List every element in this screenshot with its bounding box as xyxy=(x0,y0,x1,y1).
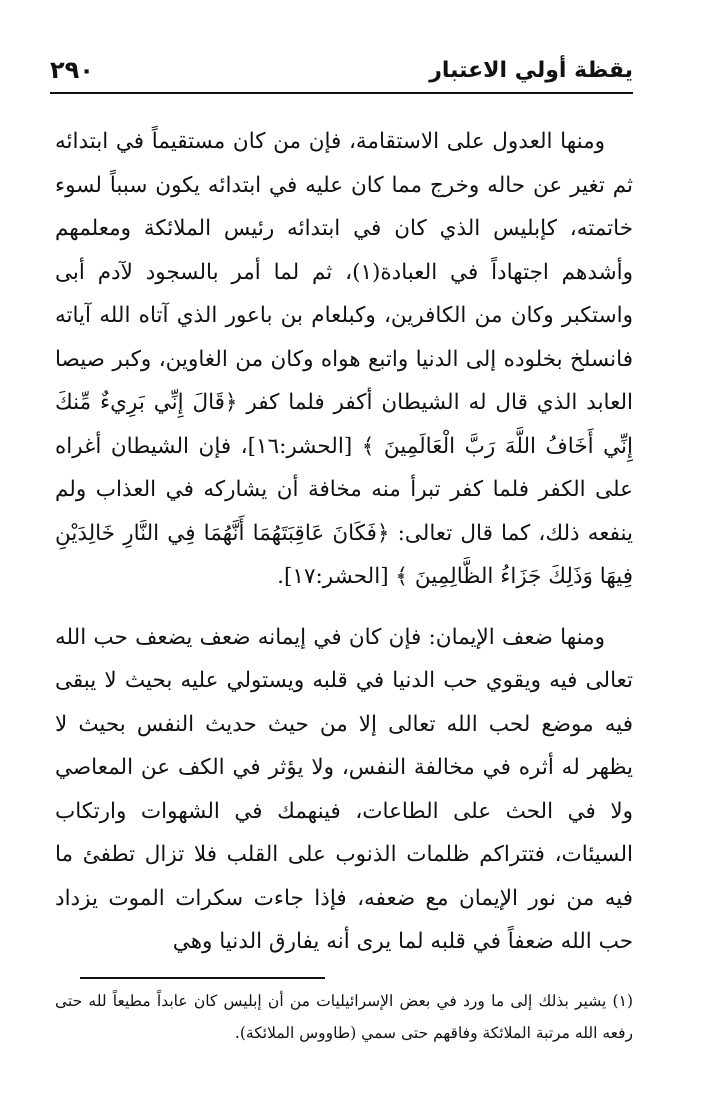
paragraph-2: ومنها ضعف الإيمان: فإن كان في إيمانه ضعف يضعف حب الله تعالى فيه ويقوي حب الدنيا في قلبه ويستولي عليه بحيث لا يبقى فيه موضع لحب الله تعالى إلا من حيث حديث النفس بحيث لا يظهر له أثره في مخالفة النفس، ولا يؤثر في الكف عن المعاصي ولا في الحث على الطاعات، فينهمك في الشهوات وارتكاب السيئات، فتتراكم ظلمات الذنوب على القلب فلا تزال تطفئ ما فيه من نور الإيمان مع ضعفه، فإذا جاءت سكرات الموت يزداد حب الله ضعفاً في قلبه لما يرى أنه يفارق الدنيا وهي xyxy=(55,624,633,954)
paragraph-1: ومنها العدول على الاستقامة، فإن من كان مستقيماً في ابتدائه ثم تغير عن حاله وخرج مما كان عليه في ابتدائه يكون سبباً لسوء خاتمته، كإبليس الذي كان في ابتدائه رئيس الملائكة ومعلمهم وأشدهم اجتهاداً في العبادة(١)، ثم لما أمر بالسجود لآدم أبى واستكبر وكان من الكافرين، وكبلعام بن باعور الذي آتاه الله آياته فانسلخ بخلوده إلى الدنيا واتبع هواه وكان من الغاوين، وكبر صيصا العابد الذي قال له الشيطان أكفر فلما كفر ﴿قَالَ إِنِّي بَرِيءٌ مِّنكَ إِنِّي أَخَافُ اللَّهَ رَبَّ الْعَالَمِينَ ﴾ [الحشر:١٦]، فإن الشيطان أغراه على الكفر فلما كفر تبرأ منه مخافة أن يشاركه في العذاب ولم ينفعه ذلك، كما قال تعالى: ﴿فَكَانَ عَاقِبَتَهُمَا أَنَّهُمَا فِي النَّارِ خَالِدَيْنِ فِيهَا وَذَلِكَ جَزَاءُ الظَّالِمِينَ ﴾ [الحشر:١٧]. xyxy=(55,129,634,589)
footnote-area xyxy=(55,985,633,1049)
page-number: ٢٩٠ xyxy=(50,56,94,84)
footnote-divider xyxy=(80,977,325,979)
main-text xyxy=(55,120,633,964)
footnote-1: (١) يشير بذلك إلى ما ورد في بعض الإسرائيليات من أن إبليس كان عابداً مطيعاً لله حتى رفعه الله مرتبة الملائكة وفاقهم حتى سمي (طاووس الملائكة). xyxy=(55,992,633,1042)
header-title: يقظة أولي الاعتبار xyxy=(429,58,633,83)
running-header xyxy=(50,48,633,94)
